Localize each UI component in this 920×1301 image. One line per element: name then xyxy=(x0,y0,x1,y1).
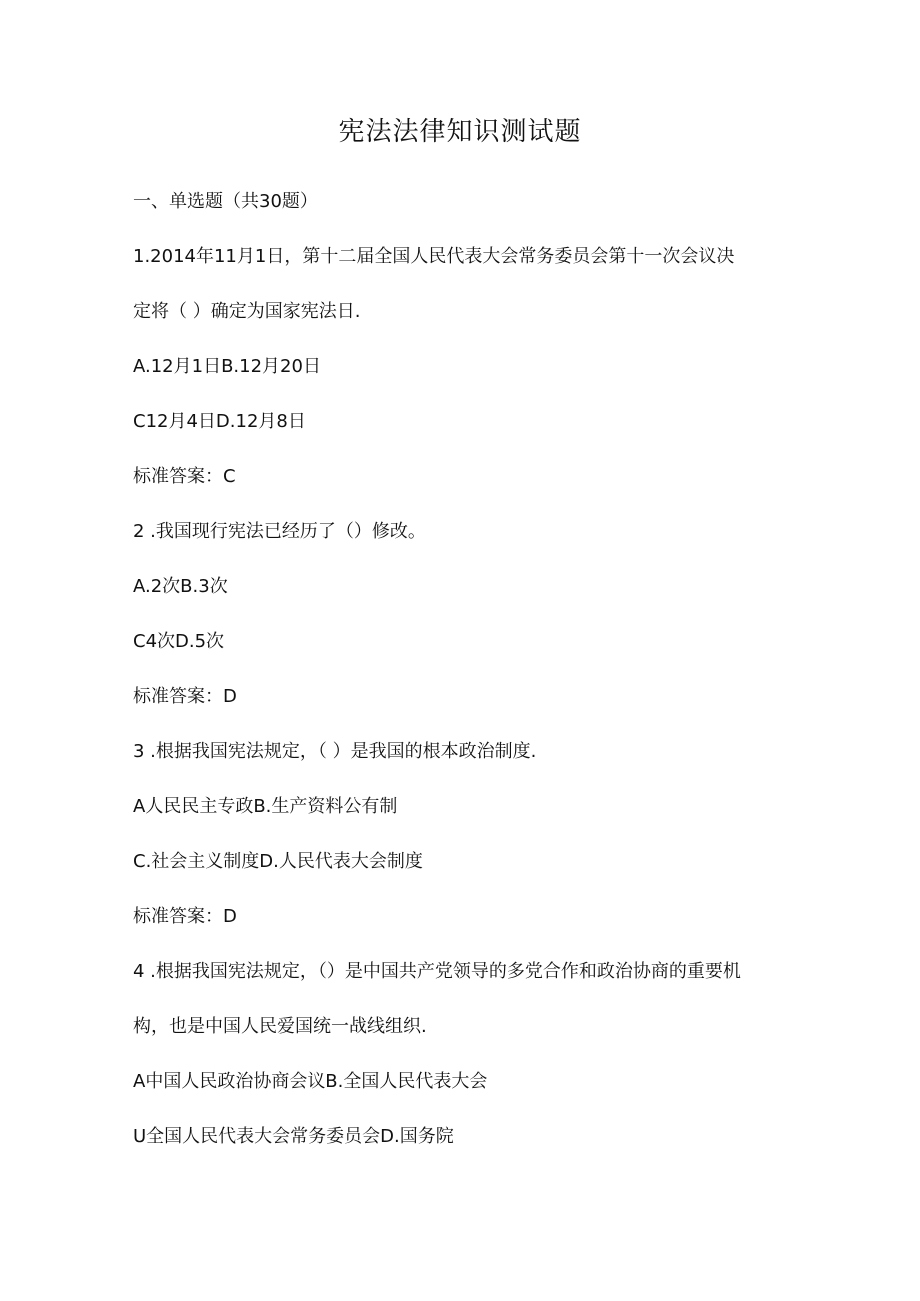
question-3-options-cd: C.社会主义制度D.人民代表大会制度 xyxy=(133,851,423,872)
question-4-options-cd: U全国人民代表大会常务委员会D.国务院 xyxy=(133,1126,454,1147)
question-1-stem-line-1: 1.2014年11月1日，第十二届全国人民代表大会常务委员会第十一次会议决 xyxy=(133,246,735,267)
question-2-options-cd: C4次D.5次 xyxy=(133,631,225,652)
question-1-options-cd: C12月4日D.12月8日 xyxy=(133,411,306,432)
question-4-options-ab: A中国人民政治协商会议B.全国人民代表大会 xyxy=(133,1071,488,1092)
question-2-options-ab: A.2次B.3次 xyxy=(133,576,228,597)
question-2-answer: 标准答案：D xyxy=(133,686,237,707)
question-3-options-ab: A人民民主专政B.生产资料公有制 xyxy=(133,796,398,817)
question-1-options-ab: A.12月1日B.12月20日 xyxy=(133,356,321,377)
question-4-stem-line-1: 4 .根据我国宪法规定，（）是中国共产党领导的多党合作和政治协商的重要机 xyxy=(133,961,741,982)
question-2-stem-line-1: 2 .我国现行宪法已经历了（）修改。 xyxy=(133,521,426,542)
section-heading: 一、单选题（共30题） xyxy=(133,191,318,212)
question-3-stem-line-1: 3 .根据我国宪法规定，（ ）是我国的根本政治制度. xyxy=(133,741,537,762)
document-title: 宪法法律知识测试题 xyxy=(338,117,582,147)
question-1-stem-line-2: 定将（ ）确定为国家宪法日. xyxy=(133,301,361,322)
question-1-answer: 标准答案：C xyxy=(133,466,236,487)
question-3-answer: 标准答案：D xyxy=(133,906,237,927)
question-4-stem-line-2: 构，也是中国人民爱国统一战线组织. xyxy=(133,1016,427,1037)
